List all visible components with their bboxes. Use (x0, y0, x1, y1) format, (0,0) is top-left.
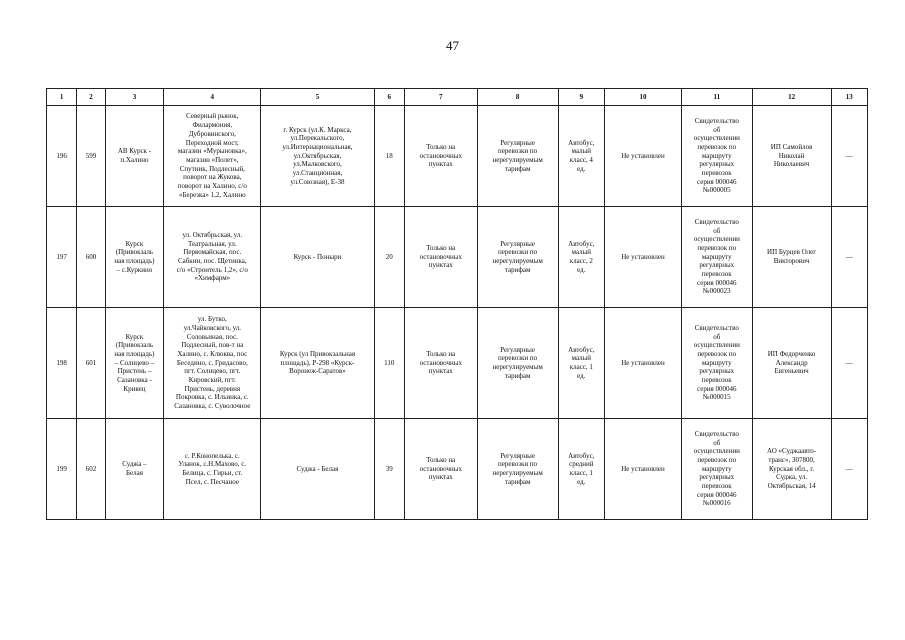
route-number: 599 (77, 106, 105, 207)
header-col-1: 1 (47, 89, 77, 106)
certificate: Свидетельство об осуществлении перевозок по маршруту регулярных перевозок серия 000046 №000016 (681, 419, 752, 520)
notes: — (831, 308, 867, 419)
vehicle-class: Автобус, малый класс, 2 ед. (558, 207, 605, 308)
header-col-12: 12 (752, 89, 831, 106)
row-number: 196 (47, 106, 77, 207)
route-number: 600 (77, 207, 105, 308)
schedule-date: Не установлен (605, 419, 682, 520)
route-length: 110 (374, 308, 404, 419)
routes-table (46, 88, 868, 520)
transport-type: Регулярные перевозки по нерегулируемым тарифам (477, 207, 558, 308)
intermediate-stops: ул. Октябрьская, ул. Театральная, ул. Первомайская, пос. Сабкин, пос. Щетинка, с/о «Строитель 1,2», с/о «Химфарм» (164, 207, 261, 308)
carrier: ИП Бурцев Олег Викторович (752, 207, 831, 308)
schedule-date: Не установлен (605, 207, 682, 308)
boarding-procedure: Только на остановочных пунктах (404, 207, 477, 308)
transport-type: Регулярные перевозки по нерегулируемым тарифам (477, 419, 558, 520)
vehicle-class: Автобус, малый класс, 1 ед. (558, 308, 605, 419)
table-row (47, 106, 868, 207)
route-name: АВ Курск - п.Халино (105, 106, 164, 207)
table-row (47, 419, 868, 520)
route-number: 601 (77, 308, 105, 419)
header-row (47, 89, 868, 106)
transport-type: Регулярные перевозки по нерегулируемым тарифам (477, 308, 558, 419)
certificate: Свидетельство об осуществлении перевозок по маршруту регулярных перевозок серия 000046 №000023 (681, 207, 752, 308)
route-number: 602 (77, 419, 105, 520)
intermediate-stops: с. Р.Конопелька, с. Уланок, с.Н.Махово, с. Белица, с. Гирьи, ст. Псел, с. Песчаное (164, 419, 261, 520)
notes: — (831, 207, 867, 308)
header-col-3: 3 (105, 89, 164, 106)
boarding-procedure: Только на остановочных пунктах (404, 106, 477, 207)
route-name: Курск (Привокзаль ная площадь) – с.Куркино (105, 207, 164, 308)
notes: — (831, 419, 867, 520)
route-streets: Суджа - Белая (261, 419, 374, 520)
route-streets: Курск (ул Привокзальная площадь), Р-298 «Курск- Воронеж-Саратов» (261, 308, 374, 419)
route-length: 18 (374, 106, 404, 207)
boarding-procedure: Только на остановочных пунктах (404, 308, 477, 419)
route-streets: Курск - Поныри (261, 207, 374, 308)
certificate: Свидетельство об осуществлении перевозок по маршруту регулярных перевозок серия 000046 №000005 (681, 106, 752, 207)
route-name: Суджа – Белая (105, 419, 164, 520)
vehicle-class: Автобус, средний класс, 1 ед. (558, 419, 605, 520)
page-number: 47 (446, 38, 459, 53)
notes: — (831, 106, 867, 207)
header-col-13: 13 (831, 89, 867, 106)
table-row (47, 207, 868, 308)
header-col-2: 2 (77, 89, 105, 106)
row-number: 198 (47, 308, 77, 419)
row-number: 197 (47, 207, 77, 308)
table-row (47, 308, 868, 419)
certificate: Свидетельство об осуществлении перевозок по маршруту регулярных перевозок серия 000046 №000015 (681, 308, 752, 419)
route-name: Курск (Привокзаль ная площадь) – Солнцево – Пристень – Сазановка - Кривец (105, 308, 164, 419)
route-streets: г. Курск (ул.К. Маркса, ул.Перекальского, ул.Интернациональная, ул.Октябрьская, ул.Малковского, ул.Станционная, ул.Союзная), Е-38 (261, 106, 374, 207)
transport-type: Регулярные перевозки по нерегулируемым тарифам (477, 106, 558, 207)
schedule-date: Не установлен (605, 308, 682, 419)
carrier: АО «Суджаавто- транс», 307800, Курская обл., г. Суджа, ул. Октябрьская, 14 (752, 419, 831, 520)
schedule-date: Не установлен (605, 106, 682, 207)
route-length: 20 (374, 207, 404, 308)
header-col-4: 4 (164, 89, 261, 106)
header-col-6: 6 (374, 89, 404, 106)
header-col-11: 11 (681, 89, 752, 106)
intermediate-stops: ул. Бутко, ул.Чайковского, ул. Соловьиная, пос. Подлесный, пов-т на Халино, с. Клюква, пос Беседино, с. Гридасово, пгт. Солнцево, пгт. Кировский, пгт. Пристень, деревня Покровка, с. Ильинка, с. Сазановка, с. Суволочное (164, 308, 261, 419)
header-col-5: 5 (261, 89, 374, 106)
boarding-procedure: Только на остановочных пунктах (404, 419, 477, 520)
header-col-7: 7 (404, 89, 477, 106)
row-number: 199 (47, 419, 77, 520)
header-col-9: 9 (558, 89, 605, 106)
route-length: 39 (374, 419, 404, 520)
vehicle-class: Автобус, малый класс, 4 ед. (558, 106, 605, 207)
carrier: ИП Федорченко Александр Евгеньевич (752, 308, 831, 419)
intermediate-stops: Северный рынок, Филармония, Дубровинского, Переходной мост, магазин «Мурыновка», магазин «Полет», Спутник, Подлесный, поворот на Жукова, поворот на Халино, с/о «Березка» 1,2, Халино (164, 106, 261, 207)
carrier: ИП Самойлов Николай Николаевич (752, 106, 831, 207)
header-col-10: 10 (605, 89, 682, 106)
header-col-8: 8 (477, 89, 558, 106)
